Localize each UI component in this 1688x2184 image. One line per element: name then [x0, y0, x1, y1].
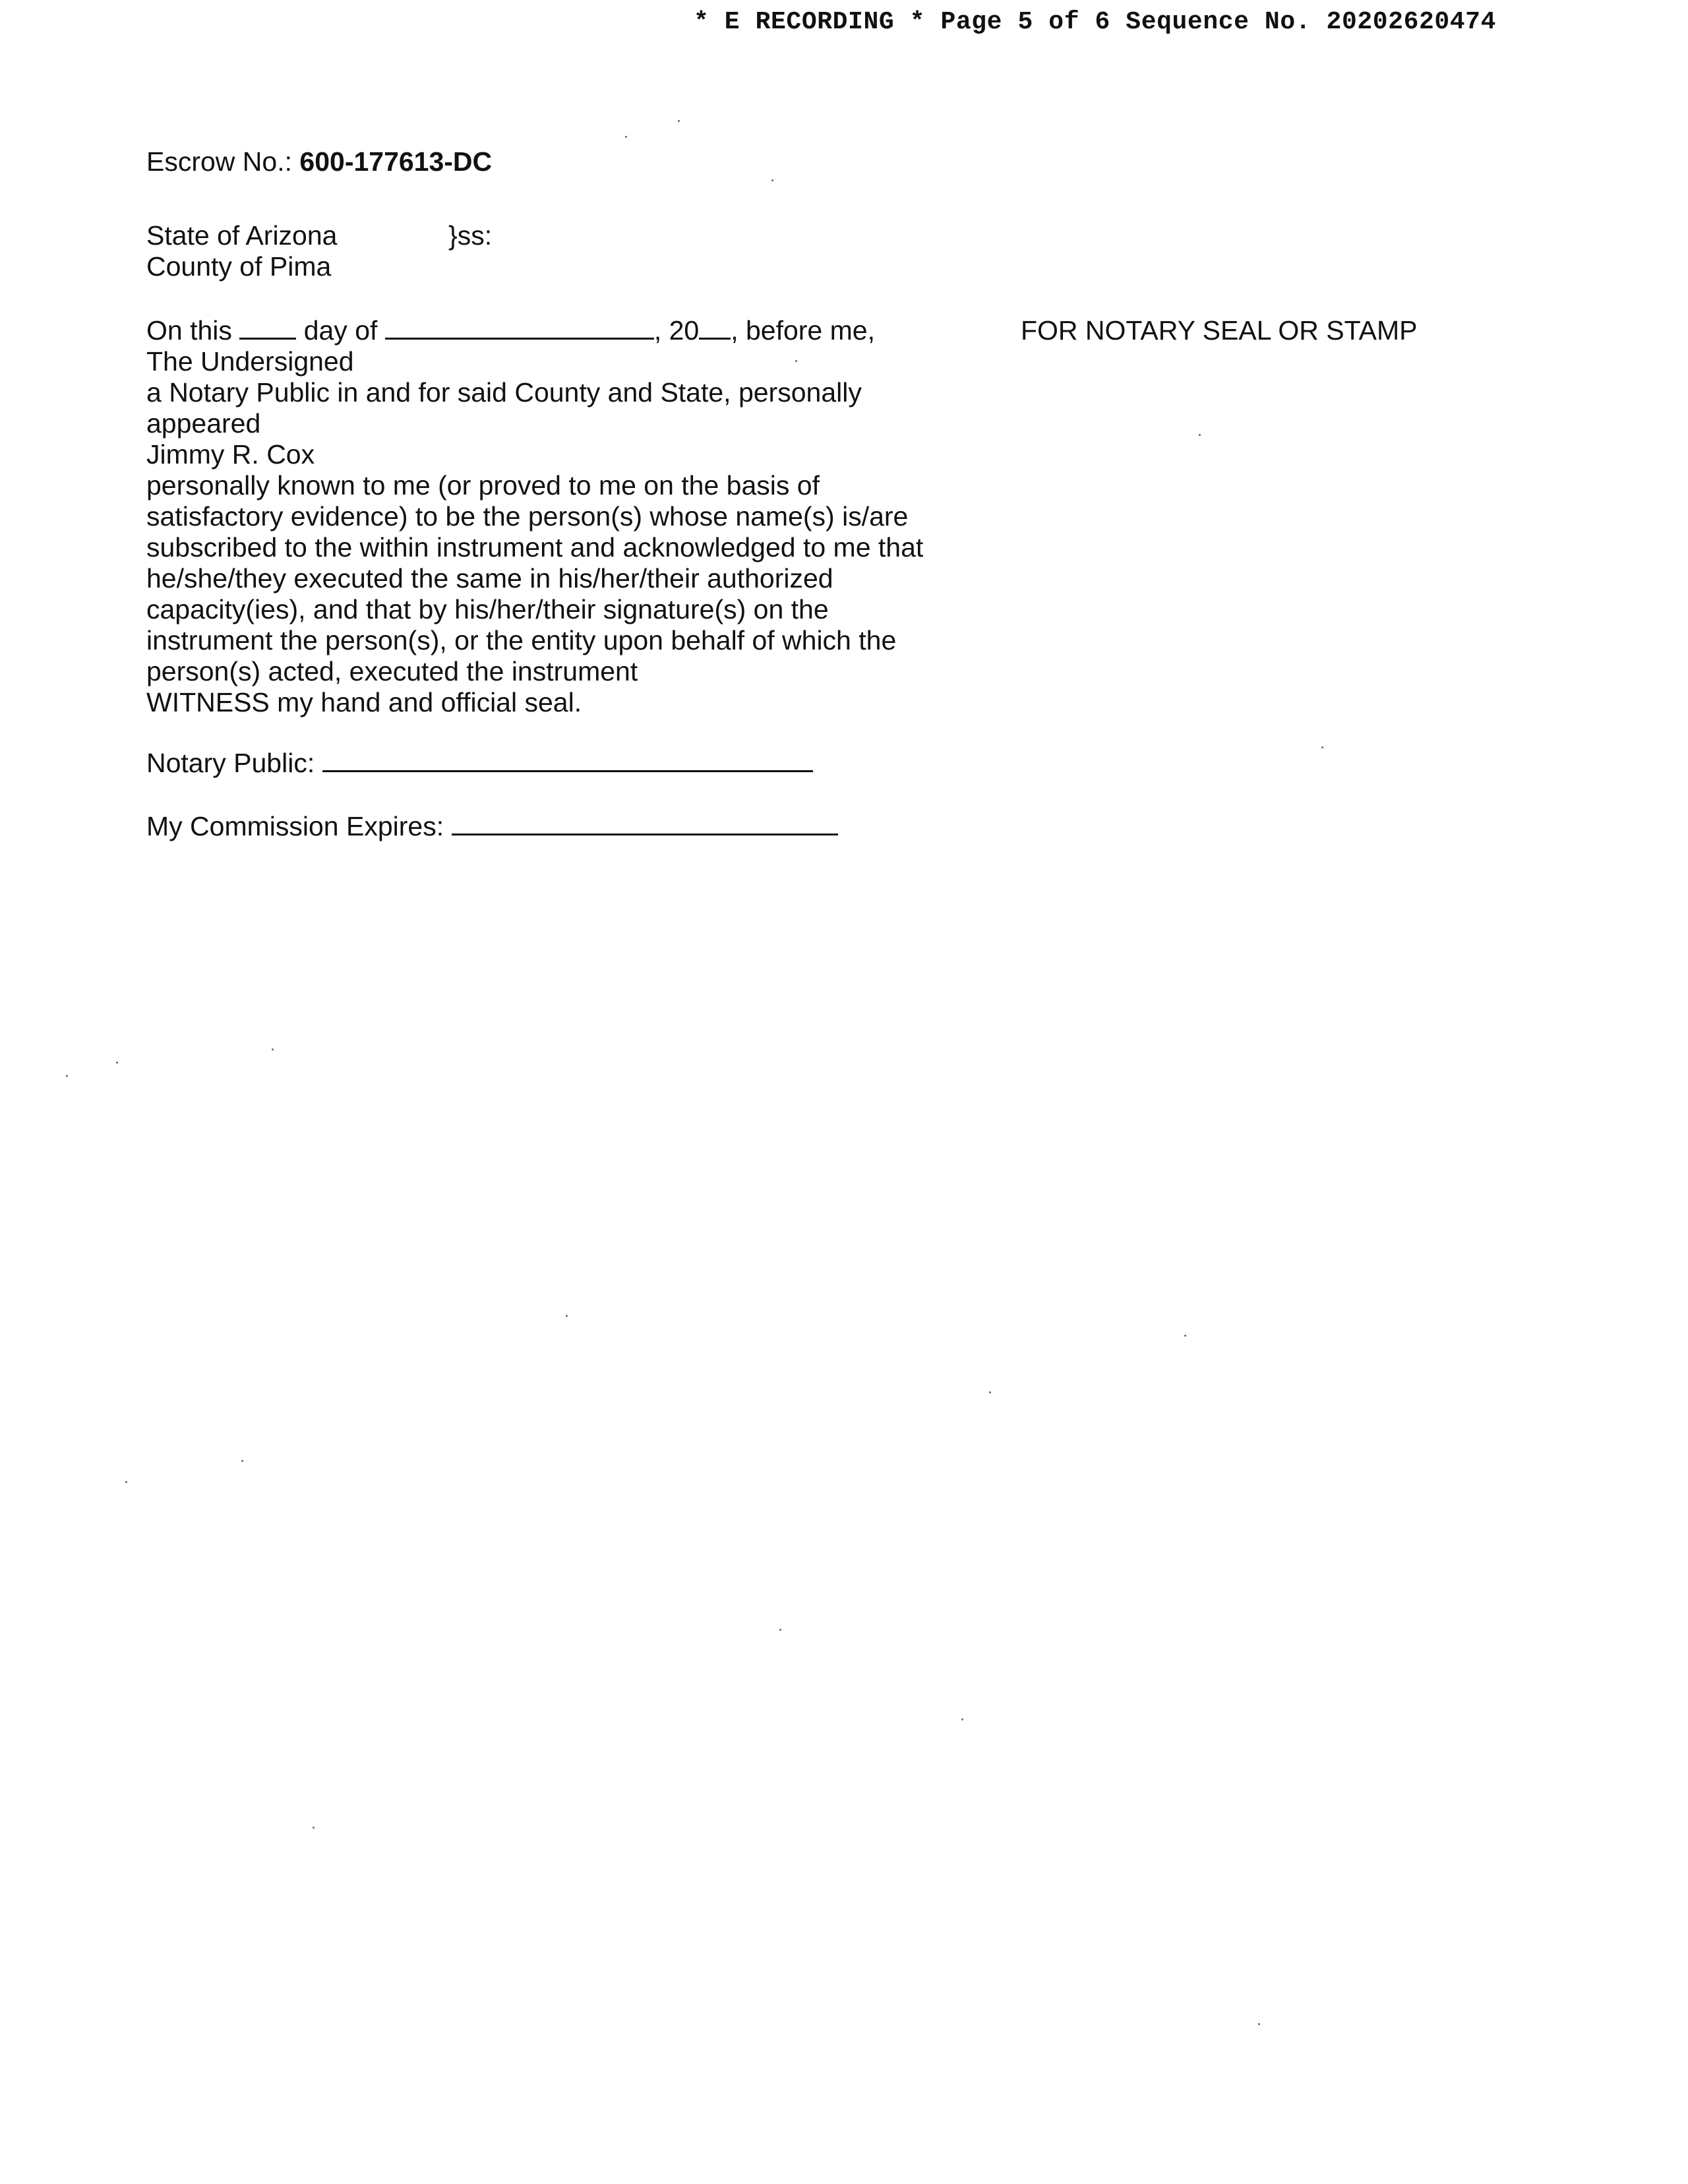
commission-line	[146, 811, 838, 842]
notary-signature-blank	[322, 748, 813, 772]
scan-speck	[779, 1629, 781, 1631]
scan-speck	[1321, 746, 1323, 748]
commission-blank	[452, 811, 838, 835]
ack-text-line: subscribed to the within instrument and acknowledged to me that	[146, 532, 924, 562]
escrow-number: 600-177613-DC	[299, 146, 493, 177]
before-me-text: , before me,	[731, 315, 875, 346]
signer-name: Jimmy R. Cox	[146, 439, 315, 470]
scan-speck	[116, 1062, 118, 1064]
appeared-text: appeared	[146, 408, 261, 439]
escrow-line	[146, 146, 492, 177]
scan-speck	[313, 1827, 315, 1829]
notary-signature-line	[146, 748, 813, 779]
venue-county: County of Pima	[146, 251, 332, 282]
escrow-label: Escrow No.:	[146, 146, 292, 177]
day-blank	[239, 315, 296, 340]
notary-line: a Notary Public in and for said County and State, personally	[146, 377, 862, 408]
commission-label: My Commission Expires:	[146, 811, 444, 841]
ack-text-line: he/she/they executed the same in his/her/their authorized	[146, 563, 833, 593]
scan-speck	[625, 136, 627, 138]
recording-header: * E RECORDING * Page 5 of 6 Sequence No. 20202620474	[694, 8, 1496, 36]
scan-speck	[566, 1315, 568, 1317]
scan-speck	[272, 1048, 274, 1050]
acknowledgment-block	[146, 315, 938, 718]
on-this-text: On this	[146, 315, 232, 346]
scan-speck	[1258, 2023, 1260, 2025]
ack-text-line: satisfactory evidence) to be the person(s) whose name(s) is/are	[146, 501, 909, 531]
day-of-text: day of	[303, 315, 378, 346]
witness-line: WITNESS my hand and official seal.	[146, 687, 582, 717]
scan-speck	[241, 1460, 243, 1462]
scan-speck	[678, 120, 680, 122]
scan-speck	[771, 179, 773, 181]
month-blank	[385, 315, 654, 340]
scan-speck	[1199, 434, 1201, 436]
scan-speck	[125, 1481, 127, 1483]
ack-text-line: personally known to me (or proved to me on the basis of	[146, 470, 820, 501]
scan-speck	[1184, 1335, 1186, 1337]
venue-state: State of Arizona	[146, 220, 338, 251]
scan-speck	[66, 1075, 68, 1077]
scan-speck	[961, 1718, 963, 1720]
ack-text-line: capacity(ies), and that by his/her/their signature(s) on the	[146, 594, 829, 624]
notary-seal-label: FOR NOTARY SEAL OR STAMP	[1021, 315, 1418, 346]
officer-name: The Undersigned	[146, 346, 354, 377]
scan-speck	[989, 1391, 991, 1393]
scan-speck	[795, 360, 797, 362]
ack-text-line: instrument the person(s), or the entity upon behalf of which the	[146, 625, 897, 655]
notary-public-label: Notary Public:	[146, 748, 315, 778]
date-line	[146, 315, 938, 346]
venue-ss: }ss:	[448, 220, 493, 251]
ack-text-line: person(s) acted, executed the instrument	[146, 656, 638, 686]
year-prefix-text: , 20	[653, 315, 700, 346]
year-blank	[699, 315, 731, 340]
